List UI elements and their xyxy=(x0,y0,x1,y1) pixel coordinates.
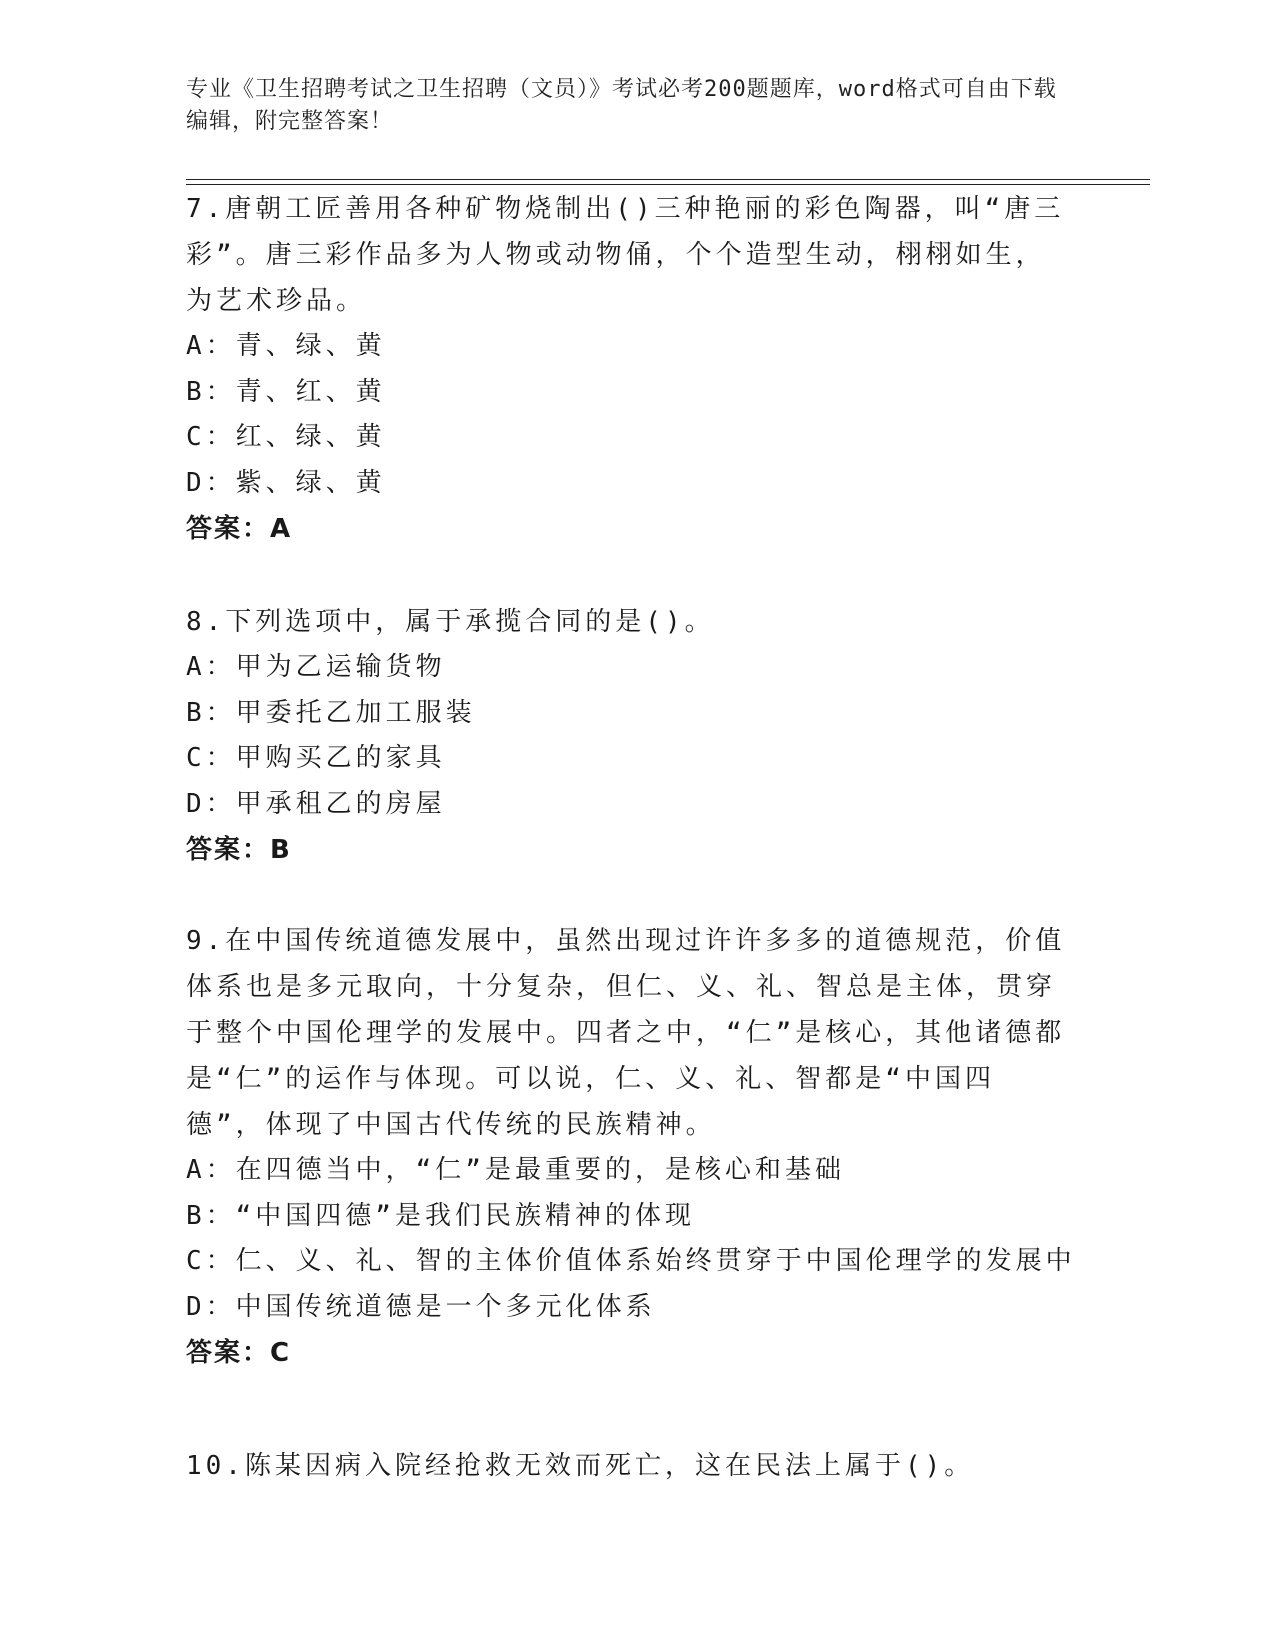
answer-label: 答案：C xyxy=(186,1338,292,1368)
question-9 xyxy=(186,918,1076,1376)
option-b: B：“中国四德”是我们民族精神的体现 xyxy=(186,1200,695,1231)
option-d: D：甲承租乙的房屋 xyxy=(186,788,446,819)
question-8 xyxy=(186,599,1066,873)
option-a: A：甲为乙运输货物 xyxy=(186,652,446,682)
header-divider-bottom xyxy=(186,184,1150,185)
option-c: C：甲购买乙的家具 xyxy=(186,743,446,773)
option-b: B：甲委托乙加工服装 xyxy=(186,697,476,728)
option-a: A：青、绿、黄 xyxy=(186,331,386,361)
document-header: 专业《卫生招聘考试之卫生招聘（文员）》考试必考200题题库，word格式可自由下载编辑，附完整答案！ xyxy=(186,77,1057,134)
answer-label: 答案：A xyxy=(186,514,293,544)
question-10 xyxy=(186,1443,1066,1489)
option-a: A：在四德当中，“仁”是最重要的，是核心和基础 xyxy=(186,1155,845,1185)
option-d: D：紫、绿、黄 xyxy=(186,467,386,498)
option-d: D：中国传统道德是一个多元化体系 xyxy=(186,1291,656,1322)
question-7 xyxy=(186,186,1066,552)
question-stem: 8.下列选项中，属于承揽合同的是()。 xyxy=(186,607,715,637)
question-stem: 10.陈某因病入院经抢救无效而死亡，这在民法上属于()。 xyxy=(186,1451,975,1481)
question-stem: 7.唐朝工匠善用各种矿物烧制出()三种艳丽的彩色陶器，叫“唐三彩”。唐三彩作品多为人物或动物俑，个个造型生动，栩栩如生，为艺术珍品。 xyxy=(186,194,1065,316)
option-c: C：红、绿、黄 xyxy=(186,422,386,452)
option-b: B：青、红、黄 xyxy=(186,376,386,407)
answer-label: 答案：B xyxy=(186,835,292,865)
question-stem: 9.在中国传统道德发展中，虽然出现过许许多多的道德规范，价值体系也是多元取向，十分复杂，但仁、义、礼、智总是主体，贯穿于整个中国伦理学的发展中。四者之中，“仁”是核心，其他诸德都是“仁”的运作与体现。可以说，仁、义、礼、智都是“中国四德”，体现了中国古代传统的民族精神。 xyxy=(186,926,1066,1140)
option-c: C：仁、义、礼、智的主体价值体系始终贯穿于中国伦理学的发展中 xyxy=(186,1246,1076,1276)
header-divider-top xyxy=(186,179,1150,180)
